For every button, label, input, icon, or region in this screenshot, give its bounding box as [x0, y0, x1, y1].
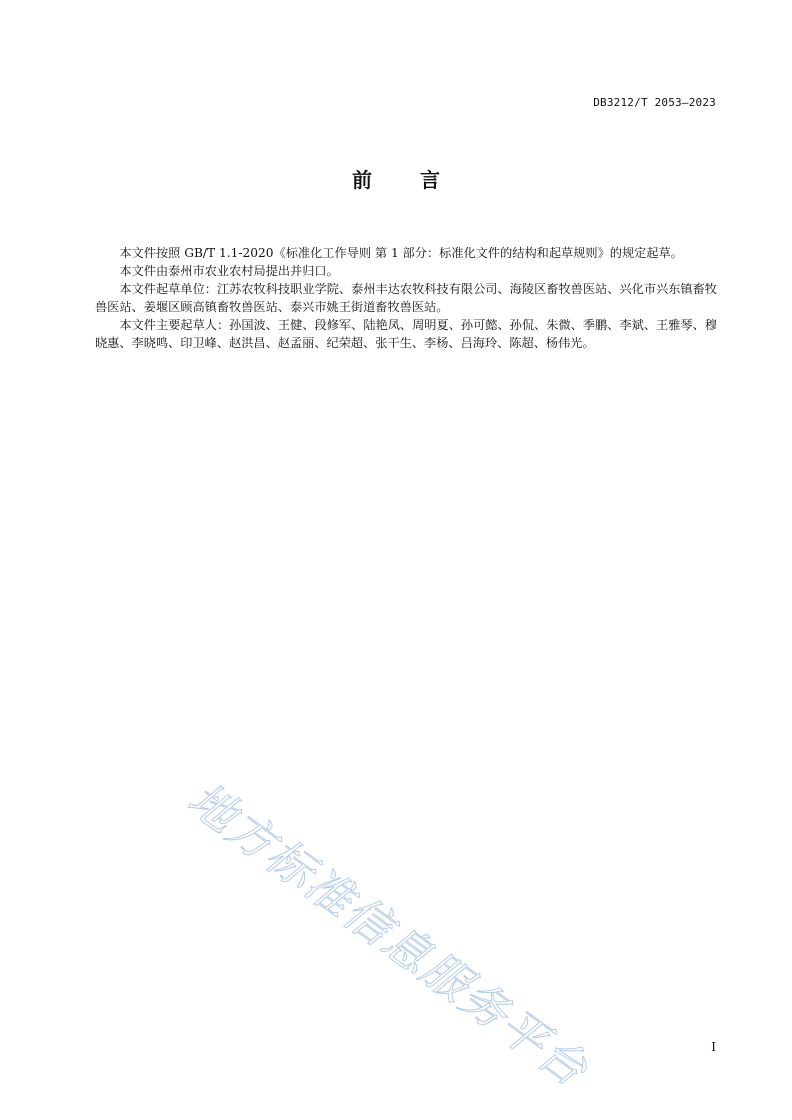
- paragraph-standard-basis: 本文件按照 GB/T 1.1-2020《标准化工作导则 第 1 部分：标准化文件的结构和起草规则》的规定起草。: [119, 246, 683, 260]
- page-title: 前言: [352, 168, 488, 192]
- page-number: I: [711, 1040, 716, 1054]
- paragraph-proposer: 本文件由泰州市农业农村局提出并归口。: [119, 264, 339, 278]
- paragraph-drafting-units: 本文件起草单位：江苏农牧科技职业学院、泰州丰达农牧科技有限公司、海陵区畜牧兽医站、兴化市兴东镇畜牧兽医站、姜堰区顾高镇畜牧兽医站、泰兴市姚王街道畜牧兽医站。: [95, 282, 717, 314]
- watermark: 地方标准信息服务平台: [178, 771, 599, 1098]
- foreword-body: [95, 244, 717, 352]
- paragraph-drafters: 本文件主要起草人：孙国波、王健、段修军、陆艳凤、周明夏、孙可懿、孙侃、朱微、季鹏、李斌、王雅琴、穆晓惠、李晓鸣、印卫峰、赵洪昌、赵孟丽、纪荣超、张干生、李杨、吕海玲、陈超、杨伟光。: [95, 318, 717, 350]
- document-code: DB3212/T 2053—2023: [593, 96, 716, 109]
